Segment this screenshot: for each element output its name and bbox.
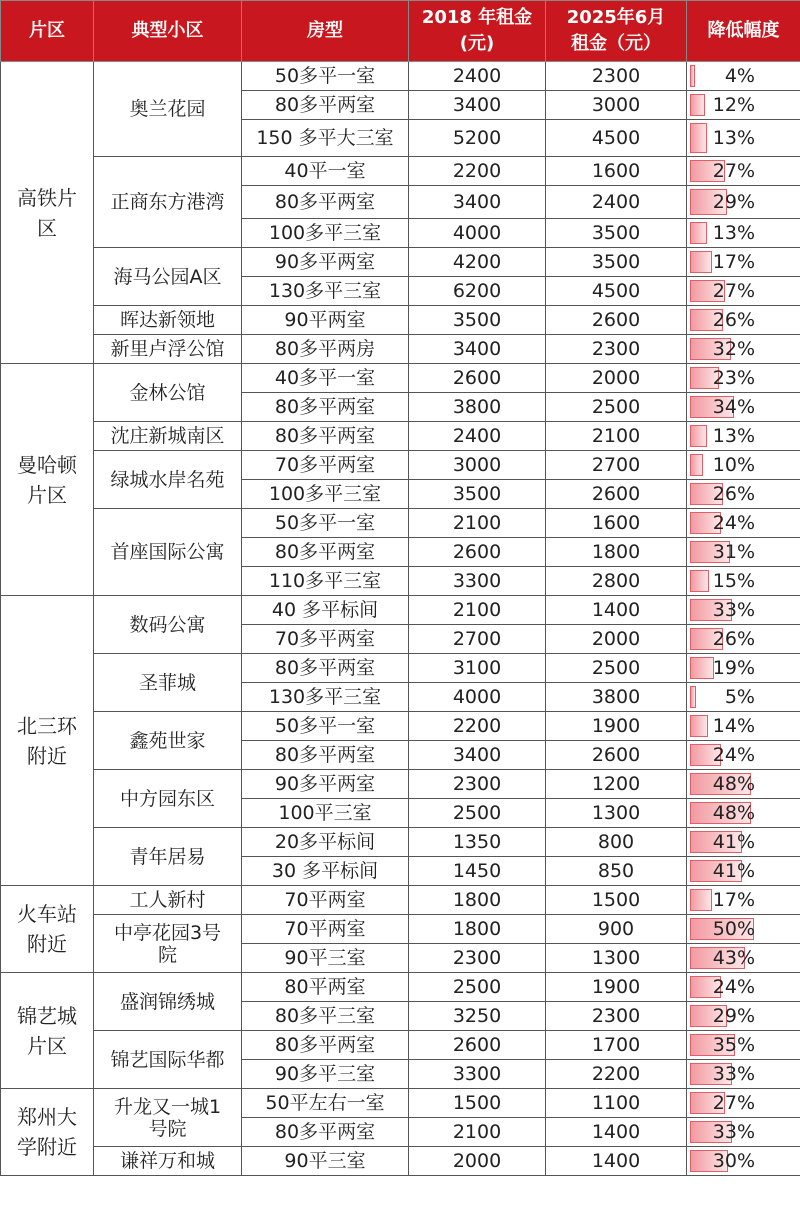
table-row bbox=[1, 828, 800, 857]
rent-2018-cell: 2100 bbox=[409, 1118, 546, 1147]
table-row bbox=[1, 248, 800, 277]
rent-2025-cell: 3800 bbox=[546, 683, 687, 712]
layout-cell: 30 多平标间 bbox=[242, 857, 409, 886]
rent-2018-cell: 2200 bbox=[409, 712, 546, 741]
rent-2025-cell: 2600 bbox=[546, 741, 687, 770]
layout-cell: 80多平两室 bbox=[242, 538, 409, 567]
drop-cell bbox=[687, 480, 800, 509]
layout-cell: 40平一室 bbox=[242, 157, 409, 186]
layout-cell: 80多平三室 bbox=[242, 1002, 409, 1031]
layout-cell: 70多平两室 bbox=[242, 625, 409, 654]
drop-cell bbox=[687, 654, 800, 683]
layout-cell: 70多平两室 bbox=[242, 451, 409, 480]
rent-2025-cell: 2500 bbox=[546, 393, 687, 422]
drop-cell bbox=[687, 1118, 800, 1147]
drop-bar bbox=[690, 715, 708, 737]
drop-percent: 31% bbox=[712, 541, 755, 563]
table-row bbox=[1, 335, 800, 364]
rent-2025-cell: 2600 bbox=[546, 480, 687, 509]
complex-cell: 谦祥万和城 bbox=[94, 1147, 242, 1176]
drop-percent: 12% bbox=[712, 94, 755, 116]
drop-bar bbox=[690, 570, 709, 592]
layout-cell: 80多平两室 bbox=[242, 1118, 409, 1147]
rent-2018-cell: 2700 bbox=[409, 625, 546, 654]
drop-percent: 17% bbox=[712, 251, 755, 273]
complex-cell: 金林公馆 bbox=[94, 364, 242, 422]
layout-cell: 80多平两室 bbox=[242, 91, 409, 120]
complex-cell: 晖达新领地 bbox=[94, 306, 242, 335]
drop-percent: 43% bbox=[712, 947, 755, 969]
drop-cell bbox=[687, 915, 800, 944]
rent-2018-cell: 1800 bbox=[409, 915, 546, 944]
drop-cell bbox=[687, 538, 800, 567]
layout-cell: 100多平三室 bbox=[242, 219, 409, 248]
table-row bbox=[1, 451, 800, 480]
drop-percent: 50% bbox=[712, 918, 755, 940]
rent-2025-cell: 3500 bbox=[546, 219, 687, 248]
drop-percent: 13% bbox=[712, 425, 755, 447]
complex-cell: 正商东方港湾 bbox=[94, 157, 242, 248]
drop-percent: 24% bbox=[712, 512, 755, 534]
rent-2018-cell: 2100 bbox=[409, 596, 546, 625]
drop-cell bbox=[687, 248, 800, 277]
complex-cell: 首座国际公寓 bbox=[94, 509, 242, 596]
drop-percent: 19% bbox=[712, 657, 755, 679]
rent-2018-cell: 3300 bbox=[409, 1060, 546, 1089]
complex-cell: 升龙又一城1 号院 bbox=[94, 1089, 242, 1147]
rent-2018-cell: 3250 bbox=[409, 1002, 546, 1031]
drop-cell bbox=[687, 1002, 800, 1031]
drop-percent: 30% bbox=[712, 1150, 755, 1172]
rent-2025-cell: 1800 bbox=[546, 538, 687, 567]
table-row bbox=[1, 1089, 800, 1118]
drop-cell bbox=[687, 973, 800, 1002]
rent-2018-cell: 3500 bbox=[409, 306, 546, 335]
layout-cell: 150 多平大三室 bbox=[242, 120, 409, 157]
rent-2018-cell: 2200 bbox=[409, 157, 546, 186]
rent-2025-cell: 1700 bbox=[546, 1031, 687, 1060]
complex-cell: 海马公园A区 bbox=[94, 248, 242, 306]
drop-bar bbox=[690, 65, 695, 87]
drop-cell bbox=[687, 828, 800, 857]
drop-cell bbox=[687, 120, 800, 157]
drop-bar bbox=[690, 251, 712, 273]
rent-2025-cell: 4500 bbox=[546, 277, 687, 306]
drop-bar bbox=[690, 425, 707, 447]
layout-cell: 80多平两室 bbox=[242, 422, 409, 451]
drop-cell bbox=[687, 186, 800, 219]
table-row bbox=[1, 509, 800, 538]
rent-2018-cell: 3400 bbox=[409, 91, 546, 120]
layout-cell: 70平两室 bbox=[242, 886, 409, 915]
drop-bar bbox=[690, 454, 703, 476]
drop-cell bbox=[687, 1089, 800, 1118]
rent-2018-cell: 3100 bbox=[409, 654, 546, 683]
rent-2018-cell: 1500 bbox=[409, 1089, 546, 1118]
rent-2018-cell: 5200 bbox=[409, 120, 546, 157]
rent-2025-cell: 900 bbox=[546, 915, 687, 944]
layout-cell: 90多平两室 bbox=[242, 248, 409, 277]
layout-cell: 110多平三室 bbox=[242, 567, 409, 596]
table-row bbox=[1, 1147, 800, 1176]
rent-2025-cell: 1400 bbox=[546, 1147, 687, 1176]
layout-cell: 50多平一室 bbox=[242, 62, 409, 91]
complex-cell: 圣菲城 bbox=[94, 654, 242, 712]
rent-2025-cell: 800 bbox=[546, 828, 687, 857]
drop-cell bbox=[687, 62, 800, 91]
rent-2025-cell: 2500 bbox=[546, 654, 687, 683]
rent-2018-cell: 1450 bbox=[409, 857, 546, 886]
table-row bbox=[1, 364, 800, 393]
drop-cell bbox=[687, 1031, 800, 1060]
drop-cell bbox=[687, 712, 800, 741]
rent-2025-cell: 2400 bbox=[546, 186, 687, 219]
table-row bbox=[1, 973, 800, 1002]
table-row bbox=[1, 1031, 800, 1060]
layout-cell: 80多平两室 bbox=[242, 1031, 409, 1060]
drop-percent: 27% bbox=[712, 280, 755, 302]
rent-2025-cell: 4500 bbox=[546, 120, 687, 157]
rent-2018-cell: 2600 bbox=[409, 364, 546, 393]
drop-percent: 26% bbox=[712, 628, 755, 650]
drop-bar bbox=[690, 889, 712, 911]
drop-percent: 23% bbox=[712, 367, 755, 389]
table-row bbox=[1, 654, 800, 683]
drop-cell bbox=[687, 857, 800, 886]
drop-cell bbox=[687, 799, 800, 828]
drop-cell bbox=[687, 451, 800, 480]
table-row bbox=[1, 596, 800, 625]
rent-2025-cell: 1200 bbox=[546, 770, 687, 799]
rent-2025-cell: 1300 bbox=[546, 944, 687, 973]
layout-cell: 90平两室 bbox=[242, 306, 409, 335]
complex-cell: 奥兰花园 bbox=[94, 62, 242, 157]
header-complex: 典型小区 bbox=[94, 1, 242, 62]
rent-2018-cell: 4000 bbox=[409, 683, 546, 712]
layout-cell: 90平三室 bbox=[242, 944, 409, 973]
drop-cell bbox=[687, 1147, 800, 1176]
drop-cell bbox=[687, 364, 800, 393]
rent-2018-cell: 3500 bbox=[409, 480, 546, 509]
layout-cell: 100平三室 bbox=[242, 799, 409, 828]
rent-2025-cell: 2100 bbox=[546, 422, 687, 451]
layout-cell: 20多平标间 bbox=[242, 828, 409, 857]
drop-percent: 29% bbox=[712, 191, 755, 213]
table-row bbox=[1, 62, 800, 91]
rent-2018-cell: 2500 bbox=[409, 799, 546, 828]
complex-cell: 中亭花园3号 院 bbox=[94, 915, 242, 973]
rent-2018-cell: 3800 bbox=[409, 393, 546, 422]
drop-percent: 32% bbox=[712, 338, 755, 360]
drop-bar bbox=[690, 222, 707, 244]
rent-2025-cell: 850 bbox=[546, 857, 687, 886]
drop-cell bbox=[687, 596, 800, 625]
header-district: 片区 bbox=[1, 1, 94, 62]
layout-cell: 100多平三室 bbox=[242, 480, 409, 509]
complex-cell: 数码公寓 bbox=[94, 596, 242, 654]
rent-2018-cell: 4200 bbox=[409, 248, 546, 277]
rent-2018-cell: 3300 bbox=[409, 567, 546, 596]
layout-cell: 80多平两室 bbox=[242, 741, 409, 770]
drop-cell bbox=[687, 625, 800, 654]
drop-percent: 15% bbox=[712, 570, 755, 592]
drop-bar bbox=[690, 686, 696, 708]
complex-cell: 盛润锦绣城 bbox=[94, 973, 242, 1031]
drop-bar bbox=[690, 657, 714, 679]
drop-bar bbox=[690, 123, 707, 153]
drop-percent: 24% bbox=[712, 744, 755, 766]
table-row bbox=[1, 886, 800, 915]
complex-cell: 工人新村 bbox=[94, 886, 242, 915]
rent-2018-cell: 1350 bbox=[409, 828, 546, 857]
header-layout: 房型 bbox=[242, 1, 409, 62]
rent-2025-cell: 1900 bbox=[546, 973, 687, 1002]
drop-percent: 41% bbox=[712, 831, 755, 853]
rent-2025-cell: 1100 bbox=[546, 1089, 687, 1118]
drop-percent: 27% bbox=[712, 1092, 755, 1114]
rent-2018-cell: 1800 bbox=[409, 886, 546, 915]
layout-cell: 40多平一室 bbox=[242, 364, 409, 393]
rent-2025-cell: 2000 bbox=[546, 364, 687, 393]
layout-cell: 130多平三室 bbox=[242, 683, 409, 712]
drop-cell bbox=[687, 741, 800, 770]
drop-percent: 35% bbox=[712, 1034, 755, 1056]
drop-cell bbox=[687, 770, 800, 799]
rent-2018-cell: 2600 bbox=[409, 1031, 546, 1060]
rent-2025-cell: 3500 bbox=[546, 248, 687, 277]
table-body bbox=[1, 62, 800, 1176]
rent-2018-cell: 2500 bbox=[409, 973, 546, 1002]
header-rent-2018: 2018 年租金 (元) bbox=[409, 1, 546, 62]
district-cell: 北三环 附近 bbox=[1, 596, 94, 886]
district-cell: 高铁片 区 bbox=[1, 62, 94, 364]
drop-percent: 29% bbox=[712, 1005, 755, 1027]
drop-percent: 48% bbox=[712, 802, 755, 824]
rent-2025-cell: 3000 bbox=[546, 91, 687, 120]
drop-cell bbox=[687, 335, 800, 364]
drop-cell bbox=[687, 683, 800, 712]
rent-2025-cell: 2300 bbox=[546, 62, 687, 91]
table-row bbox=[1, 712, 800, 741]
drop-percent: 34% bbox=[712, 396, 755, 418]
table-row bbox=[1, 306, 800, 335]
district-cell: 曼哈顿 片区 bbox=[1, 364, 94, 596]
rent-2025-cell: 1900 bbox=[546, 712, 687, 741]
rent-2018-cell: 2600 bbox=[409, 538, 546, 567]
rent-2025-cell: 1500 bbox=[546, 886, 687, 915]
drop-cell bbox=[687, 277, 800, 306]
drop-percent: 24% bbox=[712, 976, 755, 998]
table-row bbox=[1, 422, 800, 451]
header-drop: 降低幅度 bbox=[687, 1, 800, 62]
rent-2025-cell: 2000 bbox=[546, 625, 687, 654]
complex-cell: 中方园东区 bbox=[94, 770, 242, 828]
layout-cell: 50多平一室 bbox=[242, 712, 409, 741]
rent-2018-cell: 3400 bbox=[409, 335, 546, 364]
drop-cell bbox=[687, 157, 800, 186]
drop-cell bbox=[687, 944, 800, 973]
layout-cell: 80多平两室 bbox=[242, 393, 409, 422]
drop-percent: 13% bbox=[712, 222, 755, 244]
layout-cell: 80多平两房 bbox=[242, 335, 409, 364]
drop-percent: 5% bbox=[724, 686, 755, 708]
header-row bbox=[1, 1, 800, 62]
rent-2018-cell: 4000 bbox=[409, 219, 546, 248]
complex-cell: 青年居易 bbox=[94, 828, 242, 886]
layout-cell: 70平两室 bbox=[242, 915, 409, 944]
rent-2025-cell: 2600 bbox=[546, 306, 687, 335]
rent-2018-cell: 2100 bbox=[409, 509, 546, 538]
rent-2025-cell: 1400 bbox=[546, 1118, 687, 1147]
drop-percent: 41% bbox=[712, 860, 755, 882]
layout-cell: 80多平两室 bbox=[242, 186, 409, 219]
complex-cell: 锦艺国际华都 bbox=[94, 1031, 242, 1089]
drop-cell bbox=[687, 393, 800, 422]
rent-2018-cell: 2300 bbox=[409, 770, 546, 799]
rent-2025-cell: 2300 bbox=[546, 1002, 687, 1031]
drop-percent: 26% bbox=[712, 309, 755, 331]
drop-cell bbox=[687, 1060, 800, 1089]
rent-2018-cell: 3400 bbox=[409, 186, 546, 219]
layout-cell: 90平三室 bbox=[242, 1147, 409, 1176]
drop-cell bbox=[687, 91, 800, 120]
rent-2025-cell: 1400 bbox=[546, 596, 687, 625]
rent-2025-cell: 1600 bbox=[546, 157, 687, 186]
drop-percent: 17% bbox=[712, 889, 755, 911]
drop-percent: 4% bbox=[724, 65, 755, 87]
drop-percent: 33% bbox=[712, 599, 755, 621]
rent-2018-cell: 2000 bbox=[409, 1147, 546, 1176]
rent-2025-cell: 2300 bbox=[546, 335, 687, 364]
rent-2018-cell: 6200 bbox=[409, 277, 546, 306]
table-row bbox=[1, 770, 800, 799]
table-row bbox=[1, 915, 800, 944]
complex-cell: 沈庄新城南区 bbox=[94, 422, 242, 451]
district-cell: 火车站 附近 bbox=[1, 886, 94, 973]
drop-percent: 13% bbox=[712, 127, 755, 149]
complex-cell: 新里卢浮公馆 bbox=[94, 335, 242, 364]
complex-cell: 绿城水岸名苑 bbox=[94, 451, 242, 509]
rent-2018-cell: 3400 bbox=[409, 741, 546, 770]
drop-bar bbox=[690, 94, 705, 116]
drop-percent: 10% bbox=[712, 454, 755, 476]
rent-2018-cell: 2400 bbox=[409, 62, 546, 91]
drop-percent: 27% bbox=[712, 160, 755, 182]
rent-2018-cell: 2400 bbox=[409, 422, 546, 451]
drop-cell bbox=[687, 509, 800, 538]
drop-cell bbox=[687, 422, 800, 451]
layout-cell: 80多平两室 bbox=[242, 654, 409, 683]
complex-cell: 鑫苑世家 bbox=[94, 712, 242, 770]
drop-percent: 33% bbox=[712, 1121, 755, 1143]
district-cell: 锦艺城 片区 bbox=[1, 973, 94, 1089]
rent-2018-cell: 3000 bbox=[409, 451, 546, 480]
layout-cell: 130多平三室 bbox=[242, 277, 409, 306]
table-row bbox=[1, 157, 800, 186]
rent-2018-cell: 2300 bbox=[409, 944, 546, 973]
layout-cell: 40 多平标间 bbox=[242, 596, 409, 625]
drop-percent: 48% bbox=[712, 773, 755, 795]
rent-2025-cell: 2700 bbox=[546, 451, 687, 480]
rent-2025-cell: 1600 bbox=[546, 509, 687, 538]
header-rent-2025: 2025年6月 租金（元） bbox=[546, 1, 687, 62]
layout-cell: 90多平三室 bbox=[242, 1060, 409, 1089]
drop-cell bbox=[687, 306, 800, 335]
layout-cell: 50平左右一室 bbox=[242, 1089, 409, 1118]
layout-cell: 80平两室 bbox=[242, 973, 409, 1002]
rent-2025-cell: 1300 bbox=[546, 799, 687, 828]
district-cell: 郑州大 学附近 bbox=[1, 1089, 94, 1176]
drop-cell bbox=[687, 886, 800, 915]
drop-cell bbox=[687, 567, 800, 596]
drop-percent: 33% bbox=[712, 1063, 755, 1085]
layout-cell: 50多平一室 bbox=[242, 509, 409, 538]
drop-percent: 26% bbox=[712, 483, 755, 505]
rent-2025-cell: 2200 bbox=[546, 1060, 687, 1089]
drop-percent: 14% bbox=[712, 715, 755, 737]
layout-cell: 90多平两室 bbox=[242, 770, 409, 799]
rent-2025-cell: 2800 bbox=[546, 567, 687, 596]
drop-cell bbox=[687, 219, 800, 248]
